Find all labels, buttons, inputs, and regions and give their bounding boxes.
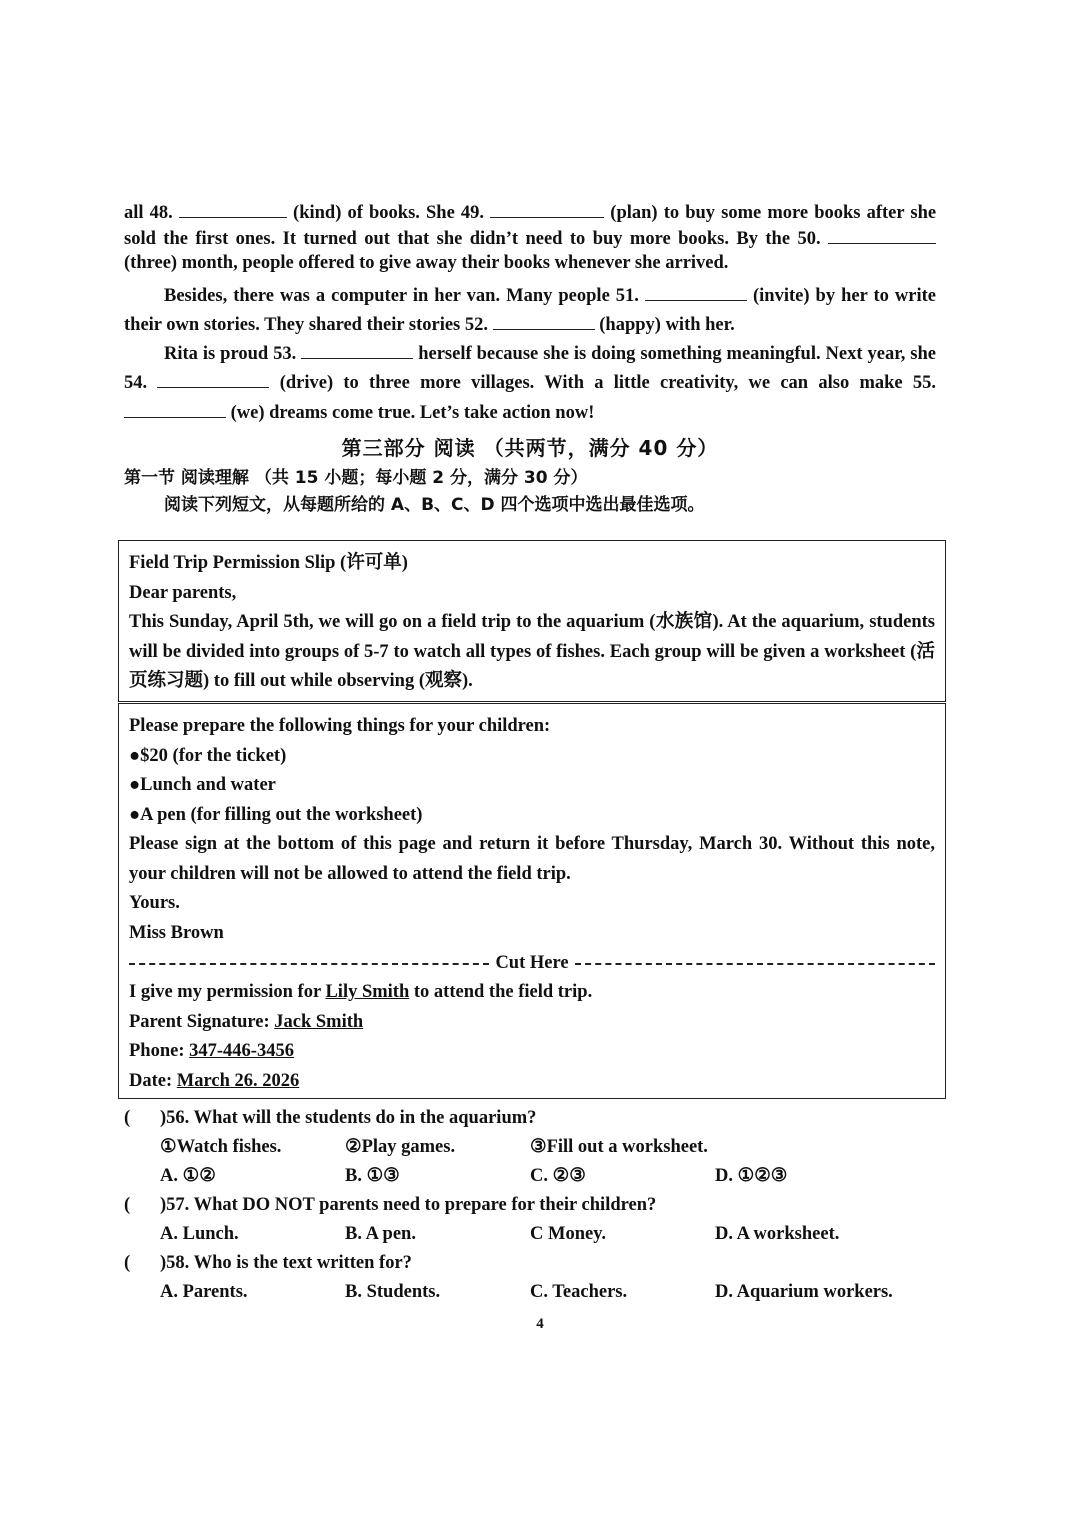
text: Rita is proud 53. bbox=[164, 343, 297, 364]
sign-note: Please sign at the bottom of this page and return it before Thursday, March 30. Without this note, your children will not be allowed to attend the field trip. bbox=[129, 834, 935, 884]
option-d[interactable]: D. Aquarium workers. bbox=[715, 1282, 893, 1302]
text: (kind) of books. She 49. bbox=[293, 203, 485, 223]
date-value: March 26. 2026 bbox=[176, 1070, 300, 1091]
permission-slip-form bbox=[118, 703, 946, 1099]
answer-paren[interactable]: ( bbox=[124, 1108, 131, 1128]
date-line bbox=[129, 1067, 935, 1097]
blank-50[interactable] bbox=[828, 226, 936, 244]
premise: ②Play games. bbox=[345, 1137, 456, 1157]
cut-label: Cut Here bbox=[495, 953, 569, 973]
premise: ①Watch fishes. bbox=[160, 1137, 282, 1157]
section-subtitle: 第一节 阅读理解 （共 15 小题；每小题 2 分，满分 30 分） bbox=[124, 468, 588, 488]
blank-55[interactable] bbox=[124, 400, 226, 418]
signature-value: Jack Smith bbox=[274, 1011, 364, 1032]
text: (drive) to three more villages. With a little creativity, we can also make 55. bbox=[279, 373, 937, 393]
question-text: )56. What will the students do in the aquarium? bbox=[160, 1108, 537, 1128]
text: herself because she is doing something meaningful. Next year, she 54. bbox=[124, 343, 937, 393]
text: (plan) to buy some more books after she sold the first ones. It turned out that she didn’t need to buy more books. By the 50. bbox=[124, 203, 937, 249]
slip-title: Field Trip Permission Slip (许可单) bbox=[129, 553, 408, 573]
permission-slip-notice bbox=[118, 540, 946, 702]
option-d[interactable]: D. ①②③ bbox=[715, 1166, 788, 1186]
student-name: Lily Smith bbox=[325, 982, 410, 1002]
label: Parent Signature: bbox=[129, 1011, 270, 1032]
slip-greeting: Dear parents, bbox=[129, 582, 237, 603]
options-57 bbox=[124, 1220, 936, 1249]
question-56 bbox=[124, 1104, 936, 1133]
question-58 bbox=[124, 1249, 936, 1278]
option-a[interactable]: A. Lunch. bbox=[160, 1224, 239, 1244]
label: Phone: bbox=[129, 1041, 185, 1061]
phone-value: 347-446-3456 bbox=[189, 1041, 294, 1061]
option-c[interactable]: C Money. bbox=[530, 1224, 607, 1244]
answer-paren[interactable]: ( bbox=[124, 1195, 131, 1215]
text: (three) month, people offered to give away their books whenever she arrived. bbox=[124, 253, 729, 273]
option-b[interactable]: B. A pen. bbox=[345, 1224, 416, 1244]
phone-line bbox=[129, 1037, 935, 1067]
blank-52[interactable] bbox=[493, 312, 595, 330]
options-56 bbox=[124, 1162, 936, 1191]
option-c[interactable]: C. Teachers. bbox=[530, 1282, 628, 1302]
label: Date: bbox=[129, 1070, 173, 1091]
dash-right bbox=[575, 963, 935, 965]
blank-51[interactable] bbox=[645, 283, 747, 301]
prepare-item: ●A pen (for filling out the worksheet) bbox=[129, 804, 423, 825]
option-d[interactable]: D. A worksheet. bbox=[715, 1224, 840, 1244]
closing: Yours. bbox=[129, 893, 180, 913]
cloze-passage bbox=[124, 200, 936, 519]
text: (invite) by her to write their own stories. They shared their stories 52. bbox=[124, 285, 937, 335]
page-number: 4 bbox=[536, 1316, 544, 1332]
permission-line bbox=[129, 978, 935, 1008]
cloze-paragraph-1 bbox=[124, 200, 936, 276]
text: Besides, there was a computer in her van. Many people 51. bbox=[164, 285, 639, 306]
answer-paren[interactable]: ( bbox=[124, 1253, 131, 1273]
dash-left bbox=[129, 963, 489, 965]
option-c[interactable]: C. ②③ bbox=[530, 1166, 586, 1186]
text: I give my permission for bbox=[129, 982, 321, 1002]
text: all 48. bbox=[124, 203, 173, 223]
blank-54[interactable] bbox=[157, 370, 269, 388]
question-text: )58. Who is the text written for? bbox=[160, 1253, 412, 1273]
blank-48[interactable] bbox=[179, 200, 287, 218]
text: (happy) with her. bbox=[599, 314, 735, 335]
cloze-paragraph-2 bbox=[124, 282, 936, 340]
prepare-heading: Please prepare the following things for your children: bbox=[129, 716, 551, 736]
question-57 bbox=[124, 1191, 936, 1220]
prepare-item: ●Lunch and water bbox=[129, 775, 276, 795]
section-title: 第三部分 阅读 （共两节，满分 40 分） bbox=[341, 436, 719, 460]
question-text: )57. What DO NOT parents need to prepare for their children? bbox=[160, 1195, 657, 1215]
prepare-item: ●$20 (for the ticket) bbox=[129, 745, 287, 766]
cloze-paragraph-3 bbox=[124, 340, 936, 429]
blank-53[interactable] bbox=[301, 341, 413, 359]
premise: ③Fill out a worksheet. bbox=[530, 1137, 708, 1157]
text: (we) dreams come true. Let’s take action now! bbox=[230, 402, 595, 423]
text: to attend the field trip. bbox=[413, 982, 593, 1002]
slip-body: This Sunday, April 5th, we will go on a field trip to the aquarium (水族馆). At the aquarium, students will be divided into groups of 5-7 to watch all types of fishes. Each group will be given a worksheet (活页练习题) to fill out while observing (观察). bbox=[129, 612, 935, 691]
questions bbox=[124, 1104, 936, 1307]
sender: Miss Brown bbox=[129, 922, 224, 943]
premises bbox=[124, 1133, 936, 1162]
signature-line bbox=[129, 1008, 935, 1038]
section-instruction: 阅读下列短文，从每题所给的 A、B、C、D 四个选项中选出最佳选项。 bbox=[164, 495, 705, 515]
option-a[interactable]: A. ①② bbox=[160, 1166, 216, 1186]
option-b[interactable]: B. ①③ bbox=[345, 1166, 400, 1186]
option-b[interactable]: B. Students. bbox=[345, 1282, 441, 1302]
cut-line bbox=[129, 948, 935, 978]
options-58 bbox=[124, 1278, 936, 1307]
option-a[interactable]: A. Parents. bbox=[160, 1282, 248, 1302]
blank-49[interactable] bbox=[490, 200, 604, 218]
